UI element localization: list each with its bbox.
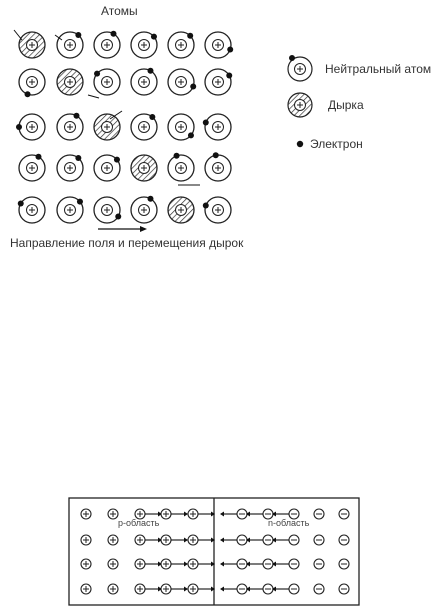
hole-drift-arrow [198, 587, 215, 592]
electron [74, 113, 80, 119]
acceptor-ion [135, 535, 145, 545]
donor-ion [263, 559, 273, 569]
neutral-atom [19, 197, 45, 223]
legend-electron-label: Электрон [310, 137, 363, 151]
electron [77, 199, 83, 205]
hole-drift-arrow [171, 562, 188, 567]
electron [190, 83, 196, 89]
electron [75, 32, 81, 38]
electron [94, 71, 100, 77]
neutral-atom [205, 197, 231, 223]
p-region-label: p-область [118, 518, 160, 528]
hole-atom [57, 69, 83, 95]
electron-drift-arrow [220, 562, 237, 567]
electron [115, 214, 121, 220]
electron [114, 157, 120, 163]
electron-drift-arrow [220, 512, 237, 517]
electron [203, 120, 209, 126]
hole-drift-arrow [171, 587, 188, 592]
electron [148, 68, 154, 74]
electron-drift-arrow [272, 512, 289, 517]
neutral-atom [168, 69, 194, 95]
lattice-caption: Направление поля и перемещения дырок [10, 236, 244, 250]
electron [75, 155, 81, 161]
acceptor-ion [161, 509, 171, 519]
neutral-atom [19, 114, 45, 140]
hole-drift-arrow [171, 512, 188, 517]
donor-ion [314, 559, 324, 569]
neutral-atom [205, 114, 231, 140]
electron-drift-arrow [246, 538, 263, 543]
acceptor-ion [188, 535, 198, 545]
electron-drift-arrow [272, 562, 289, 567]
neutral-atom [94, 197, 120, 223]
electron-drift-arrow [272, 538, 289, 543]
neutral-atom [205, 32, 231, 58]
hole-atom [94, 114, 120, 140]
acceptor-ion [135, 584, 145, 594]
electron-drift-arrow [272, 587, 289, 592]
donor-ion [237, 535, 247, 545]
hole-drift-arrow [198, 538, 215, 543]
donor-ion [289, 584, 299, 594]
legend-neutral-atom-icon [288, 55, 312, 81]
hole-drift-arrow [171, 538, 188, 543]
donor-ion [339, 584, 349, 594]
electron [36, 154, 42, 160]
neutral-atom [94, 32, 120, 58]
field-direction-arrow [98, 226, 147, 232]
electron-hop-arrow [88, 95, 99, 98]
electron [174, 153, 180, 159]
acceptor-ion [81, 535, 91, 545]
hole-drift-arrow [145, 538, 162, 543]
acceptor-ion [81, 559, 91, 569]
legend-neutral-atom-label: Нейтральный атом [325, 62, 432, 76]
donor-ion [339, 559, 349, 569]
hole-atom [131, 155, 157, 181]
donor-ion [263, 584, 273, 594]
donor-ion [289, 535, 299, 545]
legend-electron-icon [297, 141, 303, 147]
electron-drift-arrow [246, 562, 263, 567]
acceptor-ion [188, 509, 198, 519]
acceptor-ion [161, 535, 171, 545]
hole-drift-arrow [145, 587, 162, 592]
legend-hole-label: Дырка [328, 98, 364, 112]
electron-hop-arrow [14, 30, 22, 40]
donor-ion [314, 584, 324, 594]
electron [187, 33, 193, 39]
hole-atom [168, 197, 194, 223]
acceptor-ion [188, 559, 198, 569]
donor-ion [289, 559, 299, 569]
neutral-atom [205, 69, 231, 95]
hole-drift-arrow [198, 562, 215, 567]
electron [227, 46, 233, 52]
electron-drift-arrow [246, 587, 263, 592]
hole-drift-arrow [198, 512, 215, 517]
hole-drift-arrow [145, 562, 162, 567]
electron-drift-arrow [220, 587, 237, 592]
acceptor-ion [135, 559, 145, 569]
donor-ion [263, 535, 273, 545]
electron [213, 152, 219, 158]
electron [18, 201, 24, 207]
electron [111, 31, 117, 37]
donor-ion [237, 509, 247, 519]
acceptor-ion [108, 559, 118, 569]
acceptor-ion [161, 584, 171, 594]
neutral-atom [131, 197, 157, 223]
donor-ion [237, 559, 247, 569]
electron [149, 114, 155, 120]
hole-drift-arrow [145, 512, 162, 517]
hole-atom [19, 32, 45, 58]
acceptor-ion [108, 509, 118, 519]
neutral-atom [19, 155, 45, 181]
n-region-label: n-область [268, 518, 310, 528]
electron [16, 124, 22, 130]
electron [151, 34, 157, 40]
acceptor-ion [161, 559, 171, 569]
donor-ion [339, 509, 349, 519]
electron [25, 91, 31, 97]
acceptor-ion [108, 584, 118, 594]
donor-ion [339, 535, 349, 545]
neutral-atom [168, 155, 194, 181]
electron [226, 73, 232, 79]
electron [188, 132, 194, 138]
donor-ion [237, 584, 247, 594]
donor-ion [314, 535, 324, 545]
neutral-atom [205, 155, 231, 181]
neutral-atom [19, 69, 45, 95]
electron-drift-arrow [220, 538, 237, 543]
acceptor-ion [81, 584, 91, 594]
lattice-title: Атомы [101, 4, 138, 18]
neutral-atom [131, 69, 157, 95]
neutral-atom [57, 114, 83, 140]
legend-hole-icon [288, 93, 312, 117]
acceptor-ion [108, 535, 118, 545]
electron-drift-arrow [246, 512, 263, 517]
acceptor-ion [188, 584, 198, 594]
donor-ion [314, 509, 324, 519]
pn-junction [0, 490, 433, 610]
electron [203, 203, 209, 209]
electron [148, 196, 154, 202]
acceptor-ion [81, 509, 91, 519]
